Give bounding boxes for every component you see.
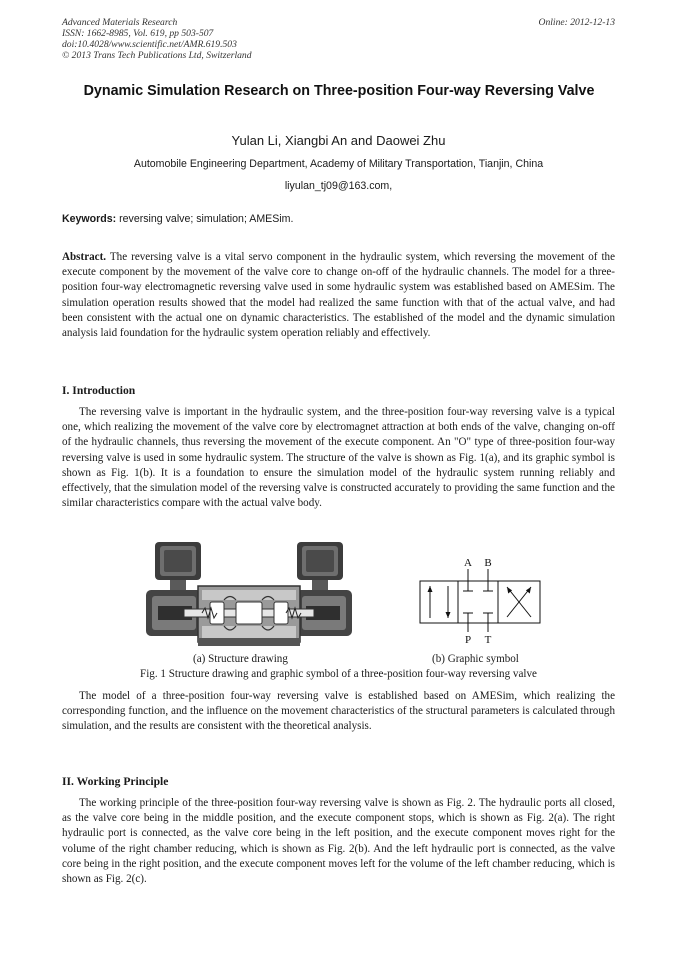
paper-title: Dynamic Simulation Research on Three-position Four-way Reversing Valve	[83, 83, 595, 99]
symbol-middle-position	[458, 581, 498, 623]
journal-meta	[62, 17, 252, 61]
port-p-label: P	[464, 634, 472, 644]
online-date: Online: 2012-12-13	[538, 17, 615, 28]
email: liyulan_tj09@163.com,	[284, 180, 393, 192]
port-a-label: A	[464, 557, 472, 569]
doi: doi:10.4028/www.scientific.net/AMR.619.503	[62, 39, 237, 50]
principle-paragraph-1: The working principle of the three-position four-way reversing valve is shown as Fig. 2. The hydraulic ports all closed, as the valve core being in the middle position, and the execute component stops, which is shown as Fig. 2(a). The right hydraulic port is connected, as the valve core being in the left position, and the execute component moves right for the volume of the right chamber reducing, which is shown as Fig. 2(b). And the left hydraulic port is connected, as the valve core being in the right position, and the execute component moves left for the volume of the left chamber reducing, which is shown as Fig. 2(c).	[62, 797, 615, 886]
section-heading-working-principle: II. Working Principle	[62, 775, 169, 788]
keywords-text: reversing valve; simulation; AMESim.	[119, 213, 294, 225]
abstract-label: Abstract.	[62, 251, 107, 263]
intro-paragraph-1: The reversing valve is important in the hydraulic system, and the three-position four-way reversing valve is a typical one, which realizing the movement of the valve core by electromagnet attraction at both ends of the valve, changing on-off of the hydraulic channels, thus reversing the movement of the execute component. An "O" type of three-position four-way reversing valve is used in some hydraulic system. The structure of the valve is shown as Fig. 1(a), and its graphic symbol is shown as Fig. 1(b). It is a foundation to ensure the simulation model of the hydraulic system running reliably and effectively, that the simulation model of the reversing valve is constructed accurately to providing the same function and the similar characteristics compare with the actual valve body.	[62, 406, 615, 510]
fig1a-caption: (a) Structure drawing	[193, 653, 288, 665]
structure-drawing	[140, 538, 358, 650]
authors: Yulan Li, Xiangbi An and Daowei Zhu	[231, 133, 446, 148]
port-b-label: B	[484, 557, 492, 569]
abstract-text: The reversing valve is a vital servo component in the hydraulic system, which reversing the movement of the execute component by the movement of the valve core to change on-off of the hydraulic channels. The model for a three-position four-way electromagnetic reversing valve used in some hydraulic system was established based on AMESim. The simulation operation results showed that the model had realized the same function with that of the actual valve, and had been consistent with the actual one on dynamic characteristics. The established of the model and the dynamic simulation analysis laid foundation for the hydraulic system operation reliably and effectively.	[62, 251, 616, 340]
keywords	[62, 213, 615, 226]
intro-paragraph-2: The model of a three-position four-way reversing valve is established based on AMESim, which realizing the corresponding function, and the influence on the movement characteristics of the structural parameters is calculated through simulation, and the results are consistent with the theoretical analysis.	[62, 690, 615, 733]
journal-name: Advanced Materials Research	[62, 17, 178, 28]
issn: ISSN: 1662-8985, Vol. 619, pp 503-507	[62, 28, 214, 39]
graphic-symbol	[415, 554, 545, 644]
port-t-label: T	[484, 634, 492, 644]
copyright: © 2013 Trans Tech Publications Ltd, Switzerland	[62, 50, 252, 61]
affiliation: Automobile Engineering Department, Academy of Military Transportation, Tianjin, China	[133, 158, 544, 170]
keywords-label: Keywords:	[62, 213, 117, 225]
symbol-left-position	[420, 581, 458, 623]
fig1-caption: Fig. 1 Structure drawing and graphic symbol of a three-position four-way reversing valve	[140, 668, 537, 680]
fig1b-caption: (b) Graphic symbol	[432, 653, 519, 665]
abstract	[62, 250, 615, 341]
section-heading-introduction: I. Introduction	[62, 384, 136, 397]
